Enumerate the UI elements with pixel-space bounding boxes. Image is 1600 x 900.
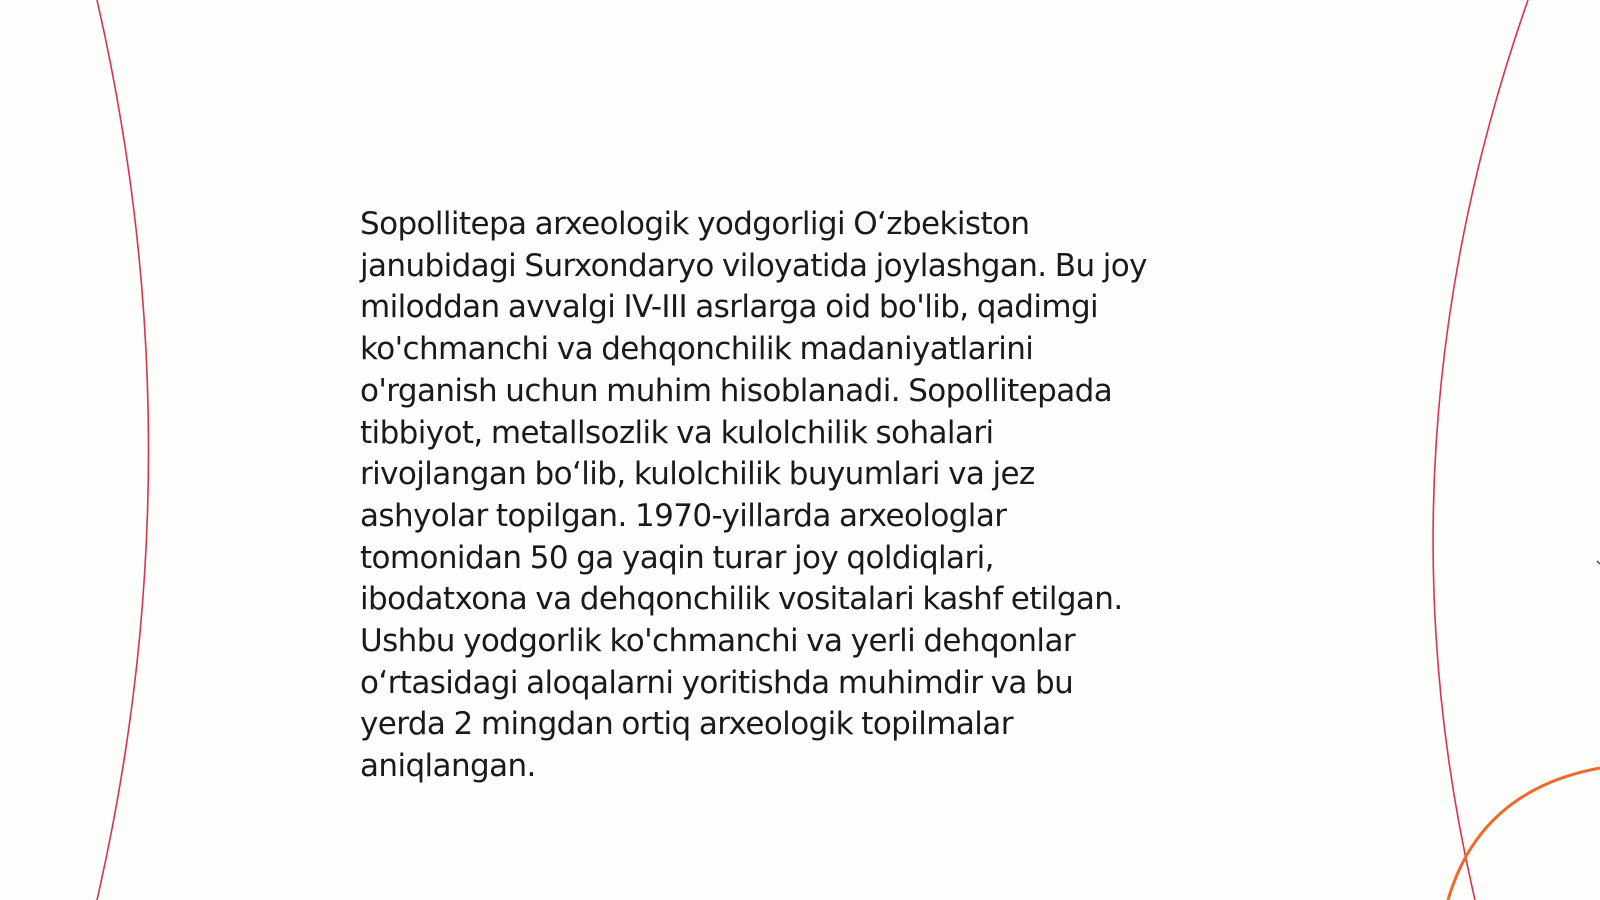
- body-line: miloddan avvalgi IV-III asrlarga oid bo'lib, qadimgi: [360, 289, 1099, 326]
- body-line: ibodatxona va dehqonchilik vositalari kashf etilgan.: [360, 581, 1123, 618]
- body-line: tomonidan 50 ga yaqin turar joy qoldiqlari,: [360, 539, 994, 576]
- body-line: Ushbu yodgorlik ko'chmanchi va yerli dehqonlar: [360, 623, 1075, 660]
- body-line: rivojlangan bo‘lib, kulolchilik buyumlari va jez: [360, 456, 1035, 493]
- body-line: aniqlangan.: [360, 748, 536, 785]
- body-line: ashyolar topilgan. 1970-yillarda arxeologlar: [360, 497, 1007, 534]
- body-line: yerda 2 mingdan ortiq arxeologik topilmalar: [360, 706, 1013, 743]
- body-line: o'rganish uchun muhim hisoblanadi. Sopollitepada: [360, 372, 1113, 409]
- body-line: tibbiyot, metallsozlik va kulolchilik sohalari: [360, 414, 994, 451]
- body-paragraph: [360, 204, 1230, 788]
- body-line: janubidagi Surxondaryo viloyatida joylashgan. Bu joy: [360, 247, 1147, 284]
- right-curve-decoration: [1433, 0, 1528, 900]
- left-curve-decoration: [97, 0, 149, 900]
- body-line: o‘rtasidagi aloqalarni yoritishda muhimdir va bu: [360, 664, 1074, 701]
- body-line: Sopollitepa arxeologik yodgorligi O‘zbekiston: [360, 206, 1030, 242]
- body-line: ko'chmanchi va dehqonchilik madaniyatlarini: [360, 331, 1034, 368]
